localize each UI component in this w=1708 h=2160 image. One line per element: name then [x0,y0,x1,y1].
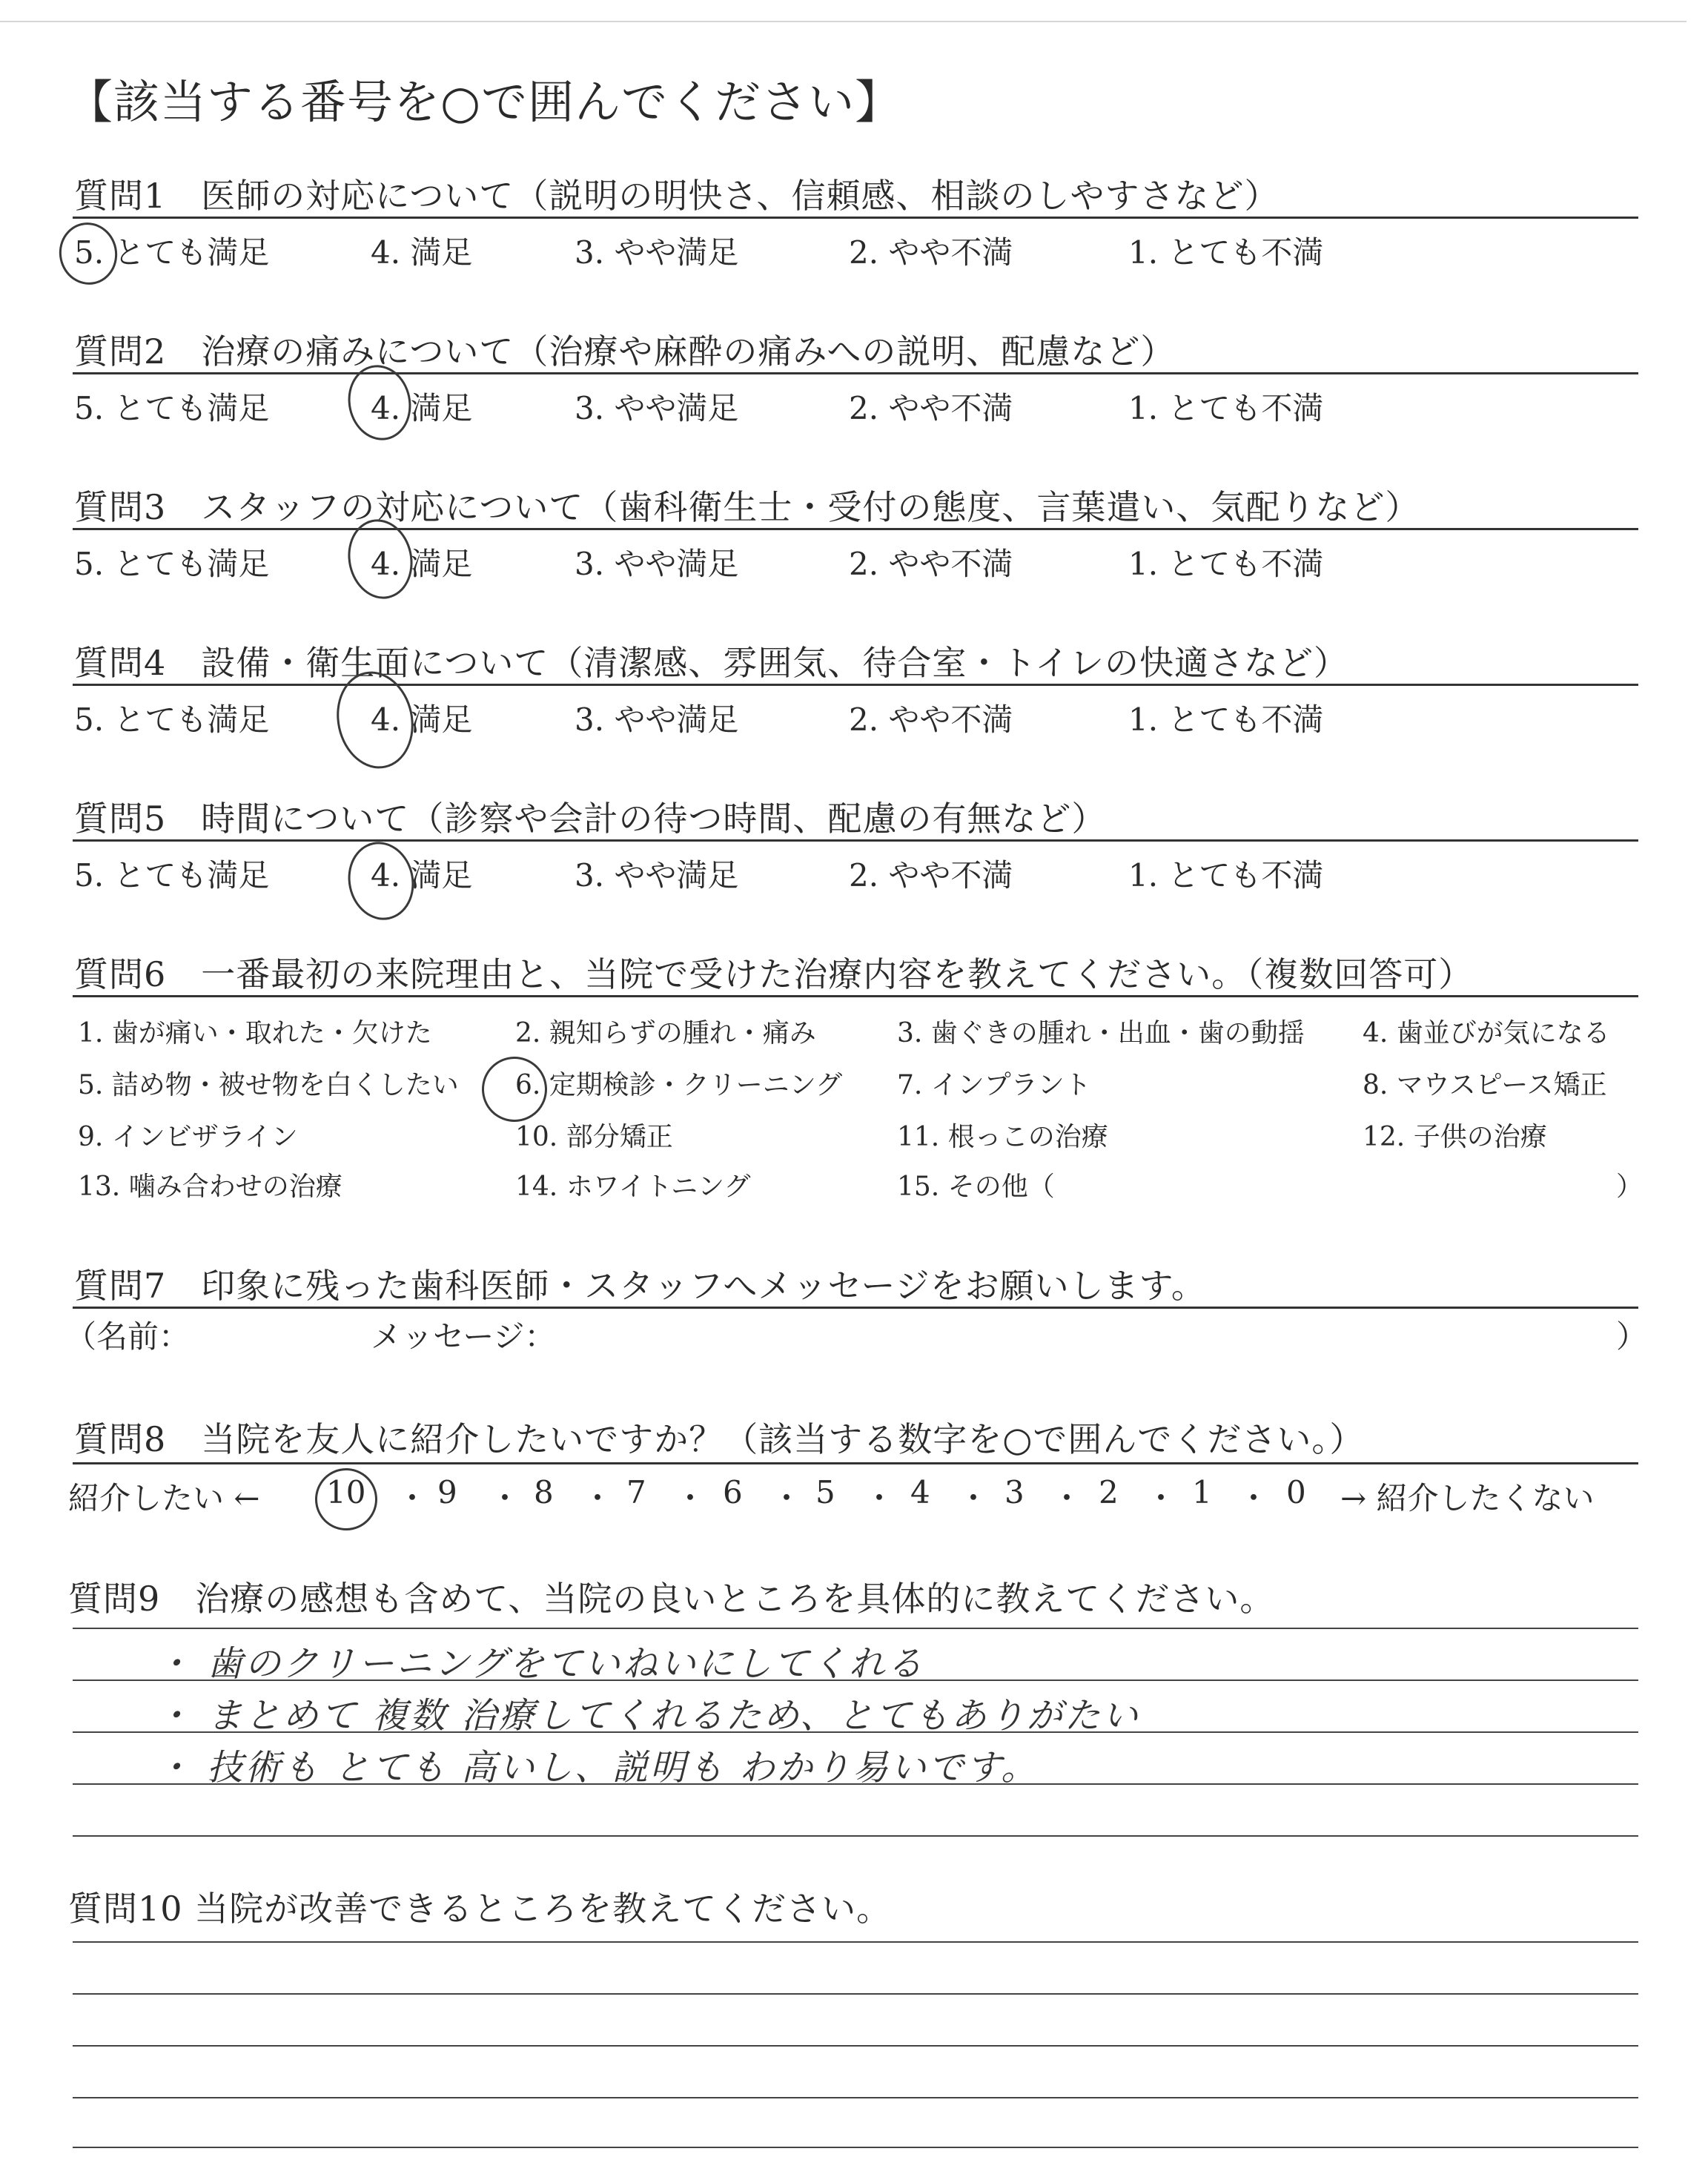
q9-line-1 [73,1628,1638,1629]
question-9: 質問9 治療の感想も含めて、当院の良いところを具体的に教えてください。 [68,1579,1275,1619]
q6-option-8[interactable]: 8. マウスピース矯正 [1363,1070,1607,1100]
q6-option-2[interactable]: 2. 親知らずの腫れ・痛み [515,1018,816,1048]
q1-option-5[interactable]: 5. とても満足 [74,234,270,271]
q6-option-15[interactable]: 15. その他（ [897,1172,1055,1202]
question-1: 質問1 医師の対応について（説明の明快さ、信頼感、相談のしやすさなど） [74,176,1280,216]
q10-line-2 [73,1993,1638,1995]
q10-line-1 [73,1941,1638,1943]
q6-option-15-close: ） [1616,1172,1644,1202]
q8-dot: ・ [771,1480,803,1516]
q6-option-13[interactable]: 13. 噛み合わせの治療 [78,1172,342,1202]
question-1-rule [73,217,1638,219]
q8-number-1[interactable]: 1 [1192,1474,1212,1510]
q6-option-5[interactable]: 5. 詰め物・被せ物を白くしたい [78,1070,459,1100]
q10-line-3 [73,2045,1638,2047]
q2-option-2[interactable]: 2. やや不満 [849,390,1013,426]
q8-right-label: → 紹介したくない [1340,1480,1595,1516]
q5-selection-circle [341,836,421,926]
q10-line-4 [73,2097,1638,2098]
q3-option-5[interactable]: 5. とても満足 [74,546,270,582]
q9-answer-2: ・ まとめて 複数 治療してくれるため、とてもありがたい [156,1695,1140,1737]
q8-dot: ・ [1145,1480,1177,1516]
question-10: 質問10 当院が改善できるところを教えてください。 [68,1889,892,1929]
question-4-rule [73,684,1638,686]
q7-close-paren: ） [1616,1318,1648,1355]
q8-dot: ・ [1051,1480,1083,1516]
q8-dot: ・ [582,1480,614,1516]
q2-option-5[interactable]: 5. とても満足 [74,390,270,426]
q1-option-1[interactable]: 1. とても不満 [1128,234,1324,271]
q5-option-5[interactable]: 5. とても満足 [74,857,270,894]
q8-number-3[interactable]: 3 [1004,1474,1025,1510]
q8-dot: ・ [1238,1480,1270,1516]
q1-option-4[interactable]: 4. 満足 [371,234,473,271]
page-top-edge [0,21,1687,22]
question-5-rule [73,839,1638,842]
q10-line-5 [73,2147,1638,2148]
q7-name-label: （名前： [65,1318,191,1355]
q6-option-10[interactable]: 10. 部分矯正 [515,1122,673,1152]
q8-number-2[interactable]: 2 [1099,1474,1119,1510]
q8-left-label: 紹介したい ← [68,1480,260,1516]
q4-option-2[interactable]: 2. やや不満 [849,701,1013,738]
q9-answer-1: ・ 歯のクリーニングをていねいにしてくれる [156,1643,925,1685]
q1-option-2[interactable]: 2. やや不満 [849,234,1013,271]
q8-number-9[interactable]: 9 [437,1474,457,1510]
q2-option-3[interactable]: 3. やや満足 [575,390,739,426]
q8-dot: ・ [958,1480,990,1516]
question-8: 質問8 当院を友人に紹介したいですか？（該当する数字を○で囲んでください。） [74,1419,1365,1459]
question-2-rule [73,372,1638,374]
question-7: 質問7 印象に残った歯科医師・スタッフへメッセージをお願いします。 [74,1266,1206,1306]
question-7-rule [73,1307,1638,1309]
q6-option-4[interactable]: 4. 歯並びが気になる [1363,1018,1610,1048]
question-8-rule [73,1462,1638,1464]
q5-option-3[interactable]: 3. やや満足 [575,857,739,894]
q8-number-0[interactable]: 0 [1286,1474,1306,1510]
q4-option-3[interactable]: 3. やや満足 [575,701,739,738]
q1-option-3[interactable]: 3. やや満足 [575,234,739,271]
question-2: 質問2 治療の痛みについて（治療や麻酔の痛みへの説明、配慮など） [74,331,1176,371]
q4-option-5[interactable]: 5. とても満足 [74,701,270,738]
q5-option-2[interactable]: 2. やや不満 [849,857,1013,894]
q3-option-2[interactable]: 2. やや不満 [849,546,1013,582]
q8-number-7[interactable]: 7 [626,1474,646,1510]
question-4: 質問4 設備・衛生面について（清潔感、雰囲気、待合室・トイレの快適さなど） [74,643,1349,683]
q5-option-4[interactable]: 4. 満足 [371,857,473,894]
q4-option-1[interactable]: 1. とても不満 [1128,701,1324,738]
question-3: 質問3 スタッフの対応について（歯科衛生士・受付の態度、言葉遣い、気配りなど） [74,487,1420,527]
q6-option-9[interactable]: 9. インビザライン [78,1122,298,1152]
q7-message-label: メッセージ： [371,1318,556,1355]
q3-option-4[interactable]: 4. 満足 [371,546,473,582]
q4-option-4[interactable]: 4. 満足 [371,701,473,738]
q5-option-1[interactable]: 1. とても不満 [1128,857,1324,894]
q2-option-1[interactable]: 1. とても不満 [1128,390,1324,426]
q6-option-12[interactable]: 12. 子供の治療 [1363,1122,1547,1152]
q8-selection-circle [309,1462,383,1536]
q6-option-6[interactable]: 6. 定期検診・クリーニング [515,1070,843,1100]
q8-dot: ・ [675,1480,706,1516]
q2-option-4[interactable]: 4. 満足 [371,390,473,426]
q8-dot: ・ [864,1480,896,1516]
q6-option-11[interactable]: 11. 根っこの治療 [897,1122,1108,1152]
q8-number-5[interactable]: 5 [815,1474,835,1510]
question-6-rule [73,995,1638,997]
q8-number-8[interactable]: 8 [534,1474,554,1510]
q8-dot: ・ [489,1480,521,1516]
question-5: 質問5 時間について（診察や会計の待つ時間、配慮の有無など） [74,799,1107,839]
page-title: 【該当する番号を○で囲んでください】 [67,75,902,129]
q6-option-7[interactable]: 7. インプラント [897,1070,1091,1100]
q8-number-10[interactable]: 10 [326,1474,366,1510]
q6-option-1[interactable]: 1. 歯が痛い・取れた・欠けた [78,1018,432,1048]
q3-option-1[interactable]: 1. とても不満 [1128,546,1324,582]
q8-number-4[interactable]: 4 [910,1474,930,1510]
q9-line-5 [73,1835,1638,1837]
q6-option-14[interactable]: 14. ホワイトニング [515,1172,751,1202]
question-6: 質問6 一番最初の来院理由と、当院で受けた治療内容を教えてください。（複数回答可） [74,954,1474,994]
q8-number-6[interactable]: 6 [723,1474,743,1510]
q9-answer-3: ・ 技術も とても 高いし、説明も わかり易いです。 [156,1747,1039,1789]
q6-option-3[interactable]: 3. 歯ぐきの腫れ・出血・歯の動揺 [897,1018,1305,1048]
question-3-rule [73,528,1638,530]
q3-option-3[interactable]: 3. やや満足 [575,546,739,582]
q8-dot: ・ [397,1480,428,1516]
